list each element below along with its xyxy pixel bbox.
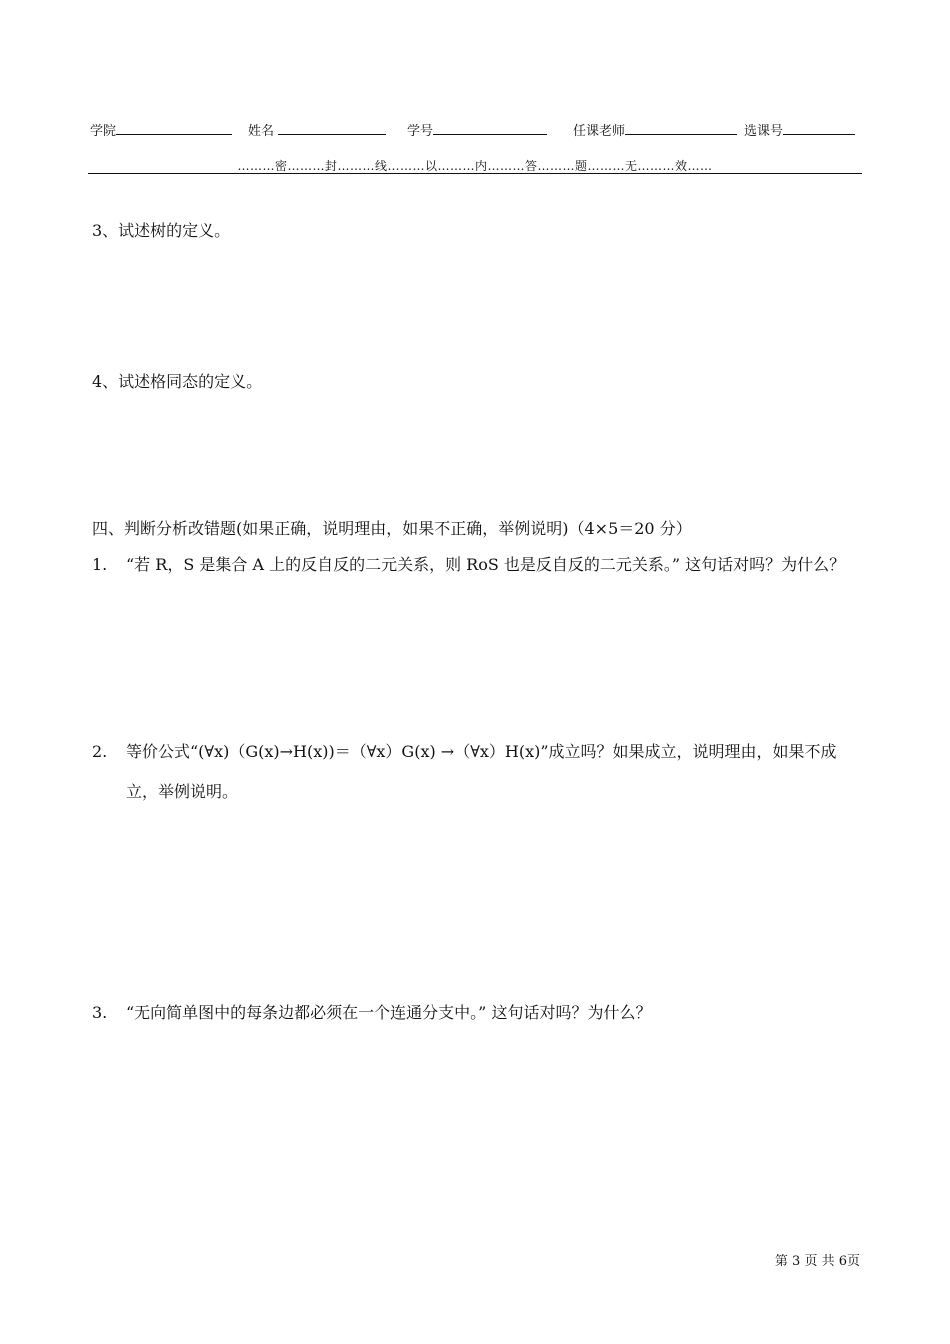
judgment-item-1	[92, 545, 852, 585]
item-text: “无向简单图中的每条边都必须在一个连通分支中。” 这句话对吗？为什么？	[126, 1003, 652, 1022]
name-field	[248, 120, 386, 139]
judgment-item-2	[92, 732, 852, 812]
teacher-field	[573, 120, 737, 139]
item-text: “若 R，S 是集合 A 上的反自反的二元关系，则 RoS 也是反自反的二元关系。” 这句话对吗？为什么？	[126, 555, 846, 574]
course-number-blank[interactable]	[783, 122, 855, 135]
student-id-label: 学号	[407, 124, 434, 139]
college-blank[interactable]	[116, 122, 232, 135]
item-number: 1.	[92, 555, 108, 574]
item-text: 等价公式“(∀x)（G(x)→H(x))＝（∀x）G(x) →（∀x）H(x)”成立吗？如果成立，说明理由，如果不成立，举例说明。	[126, 742, 837, 801]
teacher-blank[interactable]	[625, 122, 737, 135]
item-number: 2.	[92, 742, 108, 761]
course-number-label: 选课号	[744, 124, 784, 139]
student-id-field	[407, 120, 547, 139]
item-number: 3.	[92, 1003, 108, 1022]
question-3: 3、试述树的定义。	[92, 221, 231, 240]
judgment-item-3	[92, 993, 852, 1033]
seal-line-text: ………密………封………线………以………内………答………题………无………效……	[237, 159, 713, 173]
course-number-field	[744, 120, 855, 139]
student-id-blank[interactable]	[433, 122, 547, 135]
college-field	[90, 120, 232, 139]
question-4: 4、试述格同态的定义。	[92, 372, 263, 391]
page-number: 第 3 页 共 6页	[774, 1254, 860, 1269]
section-4-title: 四、判断分析改错题(如果正确，说明理由，如果不正确，举例说明)（4×5＝20 分）	[92, 519, 692, 538]
college-label: 学院	[90, 124, 117, 139]
name-label: 姓名	[248, 124, 275, 139]
name-blank[interactable]	[278, 122, 386, 135]
teacher-label: 任课老师	[573, 124, 626, 139]
student-info-header	[90, 120, 860, 140]
seal-divider	[88, 173, 862, 174]
